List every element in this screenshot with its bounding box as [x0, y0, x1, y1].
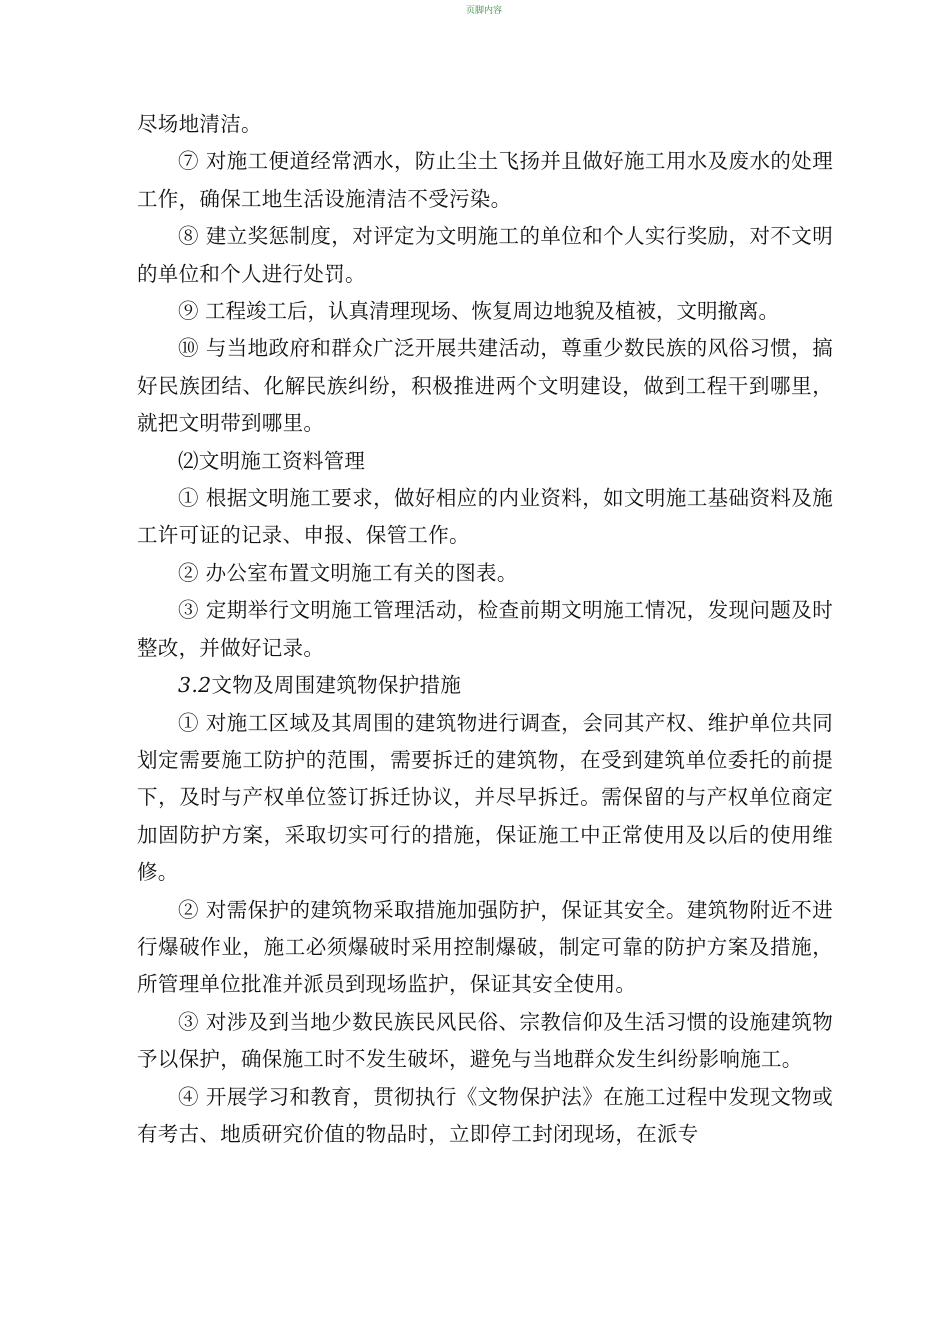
paragraph: ② 办公室布置文明施工有关的图表。 [178, 560, 518, 585]
subsection-heading: ⑵文明施工资料管理 [178, 448, 366, 473]
paragraph: ① 对施工区域及其周围的建筑物进行调查，会同其产权、维护单位共同划定需要施工防护的范围，需要拆迁的建筑物，在受到建筑单位委托的前提下，及时与产权单位签订拆迁协议，并尽早拆迁。需保留的与产权单位商定加固防护方案，采取切实可行的措施，保证施工中正常使用及以后的使用维修。 [137, 710, 833, 885]
paragraph: ③ 对涉及到当地少数民族民风民俗、宗教信仰及生活习惯的设施建筑物予以保护，确保施工时不发生破坏，避免与当地群众发生纠纷影响施工。 [137, 1009, 833, 1072]
paragraph: ⑦ 对施工便道经常洒水，防止尘土飞扬并且做好施工用水及废水的处理工作，确保工地生活设施清洁不受污染。 [137, 149, 833, 211]
paragraph: ⑧ 建立奖惩制度，对评定为文明施工的单位和个人实行奖励，对不文明的单位和个人进行处罚。 [137, 224, 833, 286]
paragraph: ⑩ 与当地政府和群众广泛开展共建活动，尊重少数民族的风俗习惯，搞好民族团结、化解民族纠纷，积极推进两个文明建设，做到工程干到哪里，就把文明带到哪里。 [137, 336, 833, 436]
page-header-text: 页脚内容 [466, 6, 503, 16]
document-body [137, 106, 833, 1153]
paragraph: ① 根据文明施工要求，做好相应的内业资料，如文明施工基础资料及施工许可证的记录、申报、保管工作。 [137, 486, 833, 548]
paragraph: ③ 定期举行文明施工管理活动，检查前期文明施工情况，发现问题及时整改，并做好记录。 [137, 598, 833, 660]
section-heading [137, 667, 833, 704]
paragraph: ② 对需保护的建筑物采取措施加强防护，保证其安全。建筑物附近不进行爆破作业，施工必须爆破时采用控制爆破，制定可靠的防护方案及措施，所管理单位批准并派员到现场监护，保证其安全使用。 [137, 897, 833, 997]
paragraph: ⑨ 工程竣工后，认真清理现场、恢复周边地貌及植被，文明撤离。 [178, 299, 780, 324]
section-number: 3.2 [178, 673, 212, 698]
paragraph: 尽场地清洁。 [137, 112, 262, 136]
section-title: 文物及周围建筑物保护措施 [211, 673, 462, 698]
paragraph: ④ 开展学习和教育，贯彻执行《文物保护法》在施工过程中发现文物或有考古、地质研究价值的物品时，立即停工封闭现场，在派专 [137, 1084, 833, 1146]
